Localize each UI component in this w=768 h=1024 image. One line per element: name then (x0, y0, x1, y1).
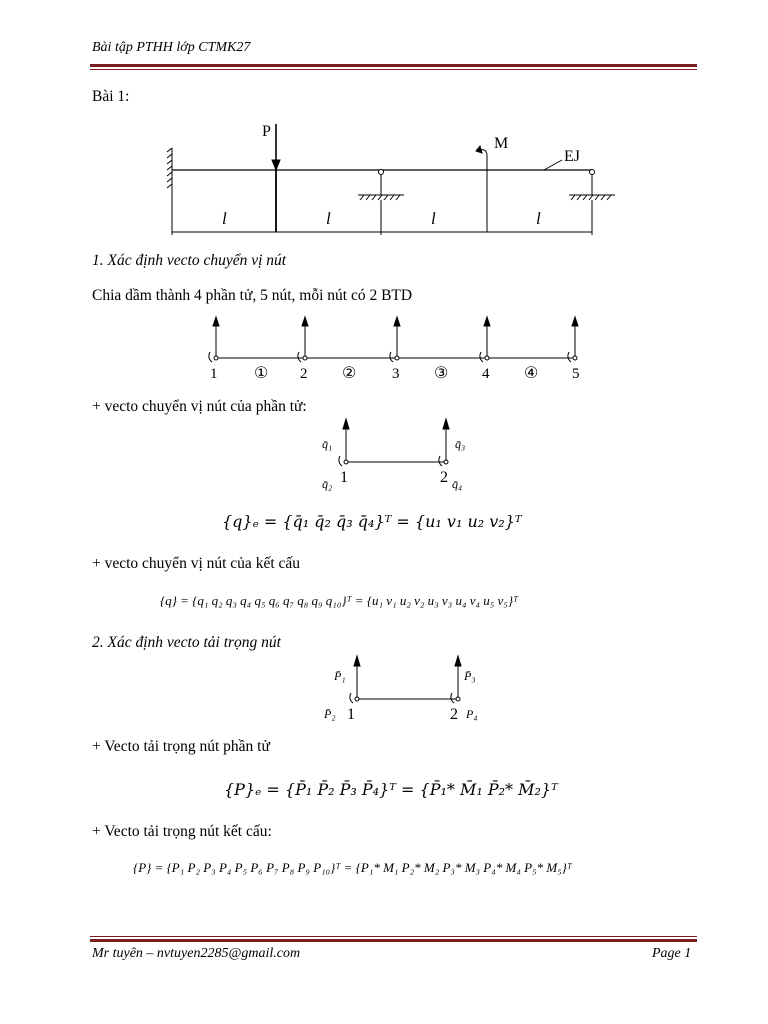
svg-text:P̄₂: P̄₂ (324, 707, 336, 721)
element-load-text: + Vecto tải trọng nút phần tử (92, 738, 270, 755)
stiffness-label: EJ (564, 148, 580, 165)
svg-text:q̄₃: q̄₃ (455, 437, 466, 451)
moment-label-M: M (494, 135, 509, 152)
element-label: ③ (434, 365, 449, 382)
node-label: 1 (210, 366, 218, 382)
load-label-P: P (262, 123, 271, 140)
footer-page-number: Page 1 (652, 946, 692, 961)
span-label: l (431, 209, 436, 228)
node-label: 2 (300, 366, 308, 382)
section-1-heading: 1. Xác định vecto chuyển vị nút (92, 252, 287, 269)
svg-text:q̄₁: q̄₁ (322, 437, 333, 451)
section-1-intro: Chia dầm thành 4 phần tử, 5 nút, mỗi nút có 2 BTD (92, 287, 413, 304)
node-label: 3 (392, 366, 400, 382)
svg-text:P̄₃: P̄₃ (464, 669, 476, 683)
footer-rule-thin (90, 936, 697, 937)
page-header-title: Bài tập PTHH lớp CTMK27 (92, 40, 251, 55)
node-label: 5 (572, 366, 580, 382)
structure-load-equation: {P} = {P₁ P₂ P₃ P₄ P₅ P₆ P₇ P₈ P₉ P₁₀}ᵀ = {P₁* M₁ P₂* M₂ P₃* M₃ P₄* M₄ P₅* M₅}ᵀ (133, 860, 572, 875)
element-label: ④ (524, 365, 539, 382)
element-node-label: 1 (340, 469, 348, 486)
footer-rule-thick (90, 939, 697, 942)
span-label: l (222, 209, 227, 228)
span-label: l (536, 209, 541, 228)
structure-load-text: + Vecto tải trọng nút kết cấu: (92, 823, 272, 840)
svg-text:P₄: P₄ (466, 707, 478, 721)
element-label: ① (254, 365, 269, 382)
node-label: 4 (482, 366, 490, 382)
element-node-label: 2 (450, 706, 458, 723)
svg-text:q̄₄: q̄₄ (452, 477, 463, 491)
element-node-label: 2 (440, 469, 448, 486)
problem-title: Bài 1: (92, 88, 130, 105)
span-label: l (326, 209, 331, 228)
structure-vector-text: + vecto chuyển vị nút của kết cấu (92, 555, 301, 572)
footer-author: Mr tuyên – nvtuyen2285@gmail.com (92, 946, 301, 961)
element-label: ② (342, 365, 357, 382)
element-displacement-equation: {q}ₑ = {q̄₁ q̄₂ q̄₃ q̄₄}ᵀ = {u₁ v₁ u₂ v₂}ᵀ (222, 512, 522, 531)
element-vector-text: + vecto chuyển vị nút của phần tử: (92, 398, 307, 415)
svg-text:P̄₁: P̄₁ (334, 669, 346, 683)
element-node-label: 1 (347, 706, 355, 723)
section-2-heading: 2. Xác định vecto tải trọng nút (92, 634, 281, 651)
svg-text:q̄₂: q̄₂ (322, 477, 333, 491)
element-load-equation: {P}ₑ = {P̄₁ P̄₂ P̄₃ P̄₄}ᵀ = {P̄₁* M̄₁ P̄₂* M̄₂}ᵀ (224, 780, 558, 799)
structure-displacement-equation: {q} = {q₁ q₂ q₃ q₄ q₅ q₆ q₇ q₈ q₉ q₁₀}ᵀ = {u₁ v₁ u₂ v₂ u₃ v₃ u₄ v₄ u₅ v₅}ᵀ (160, 593, 519, 608)
